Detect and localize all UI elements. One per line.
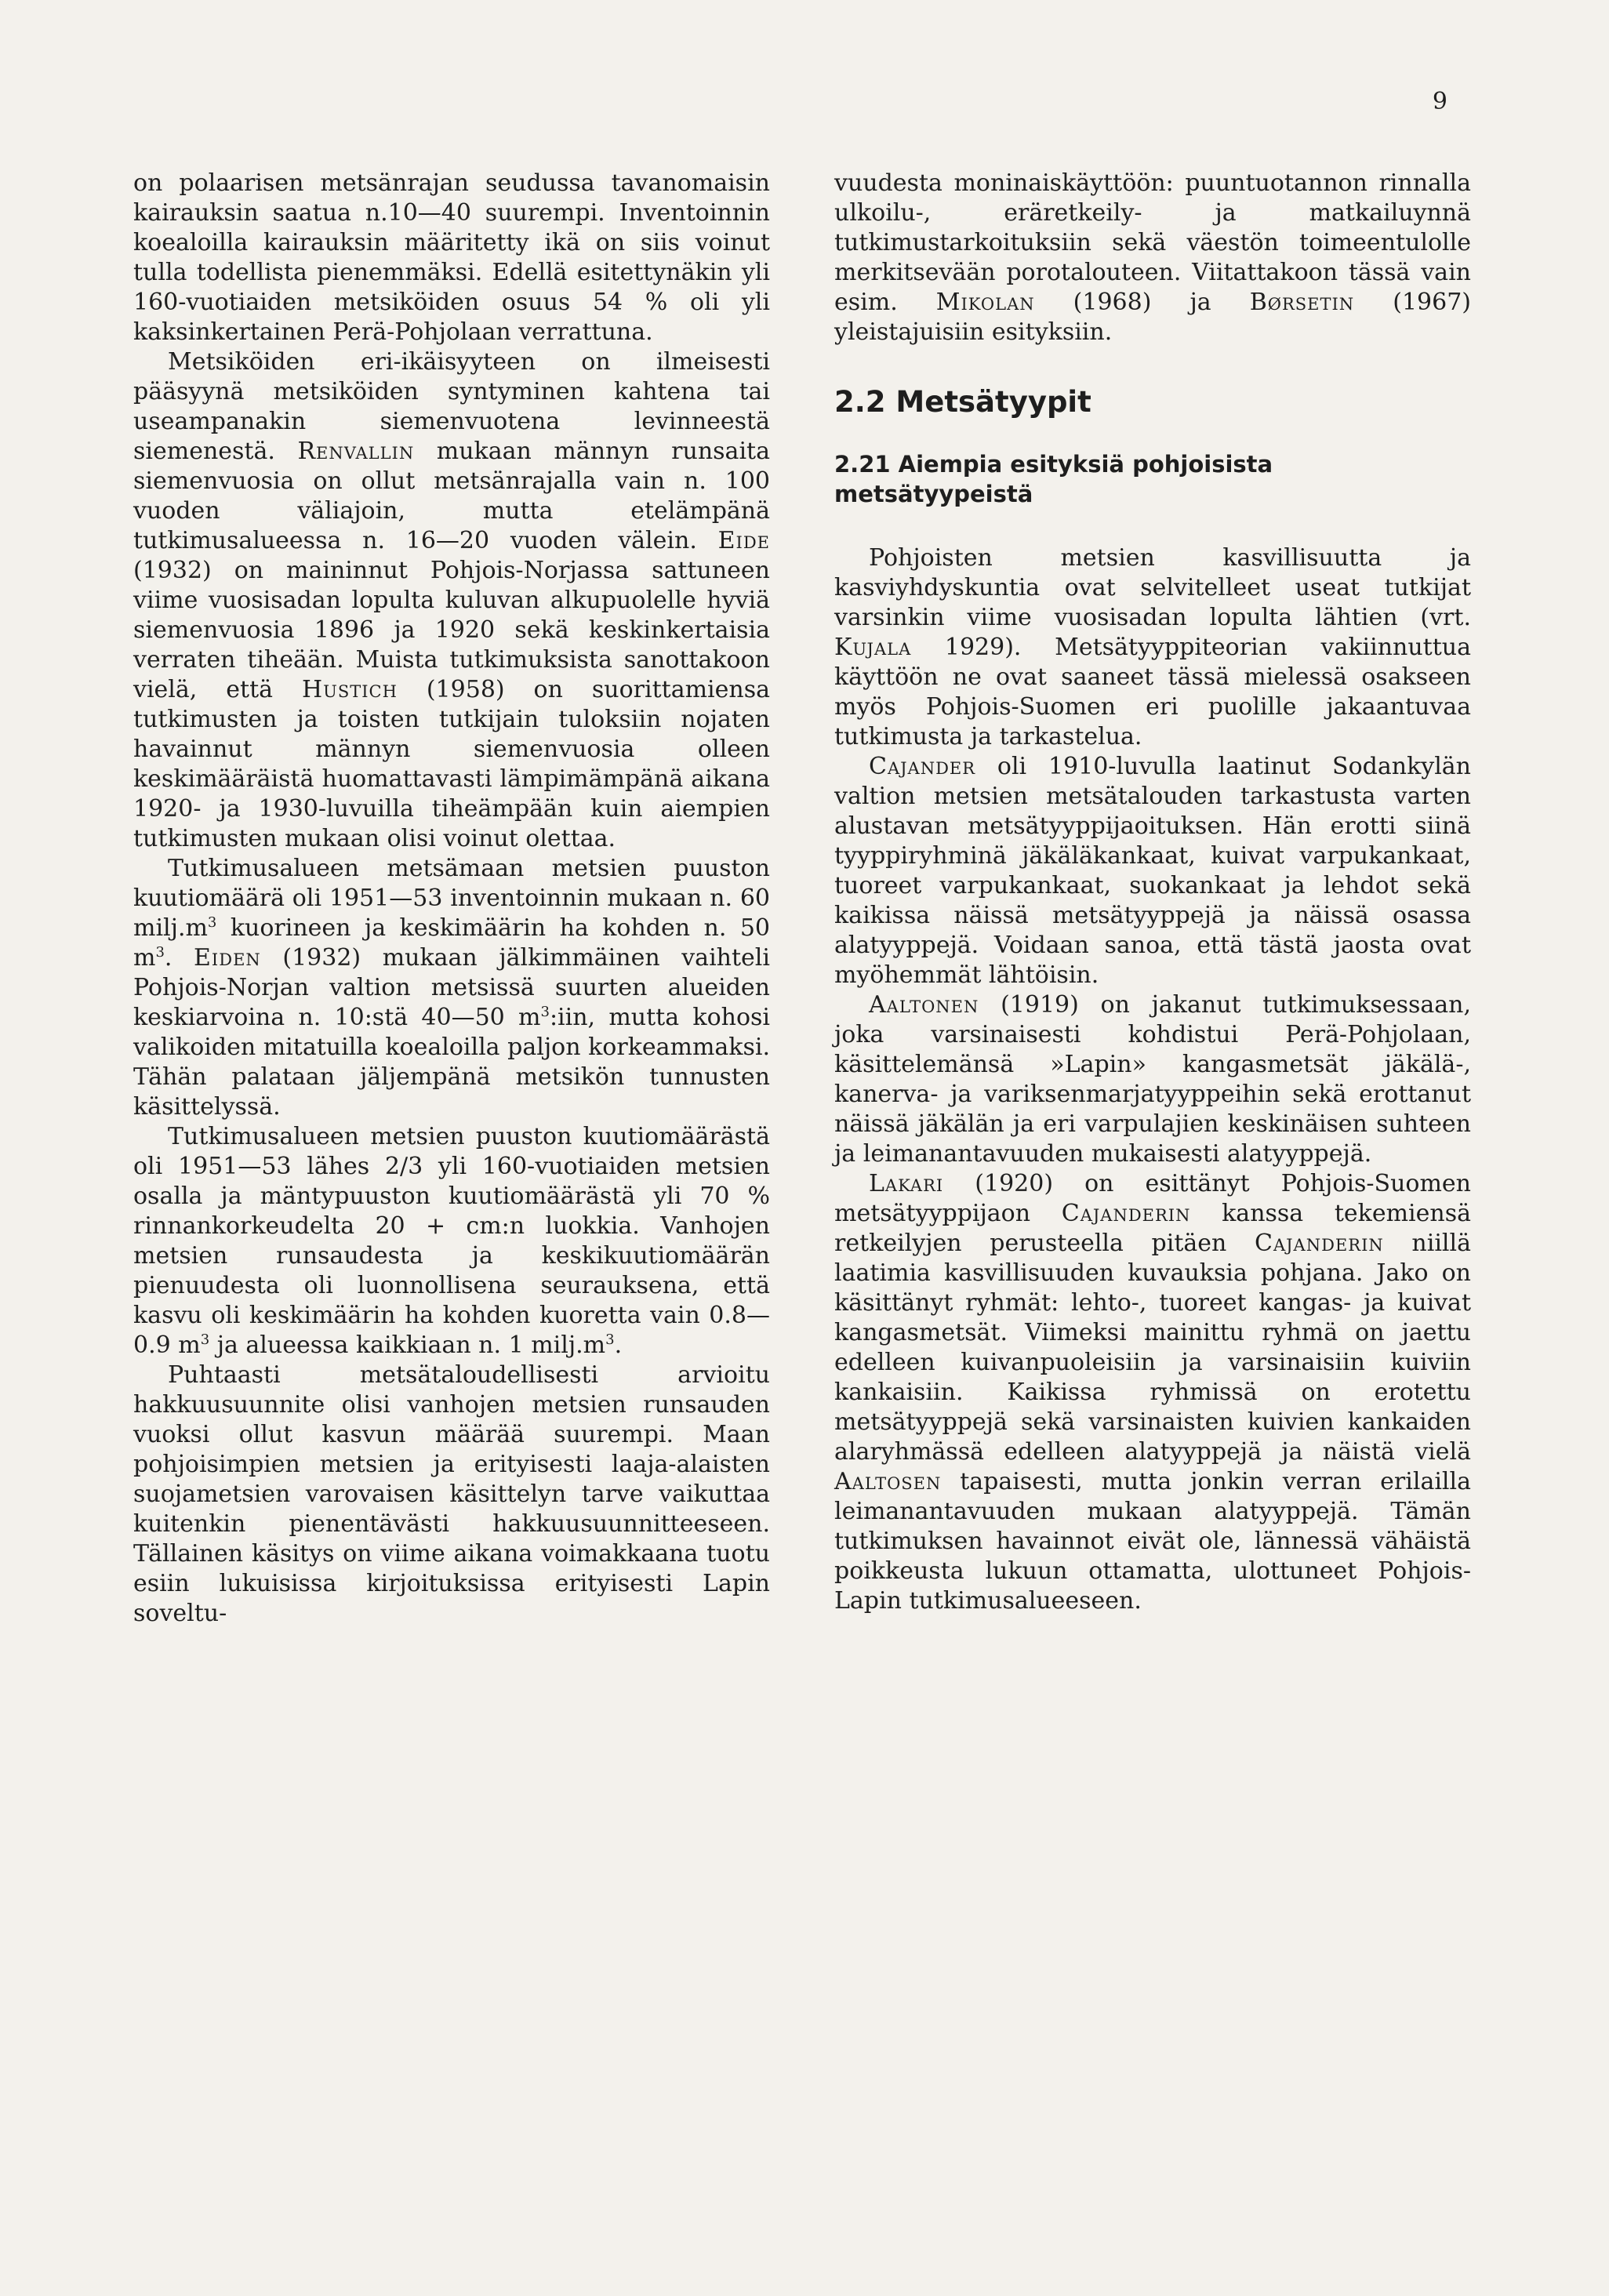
page-number: 9 (1432, 88, 1448, 115)
text-run: niillä laatimia kasvillisuuden kuvauksia pohjana. Jako on käsittänyt ryhmät: lehto-, tuoreet kangas- ja kuivat kangasmetsät. Viimeksi mainittu ryhmä on jaettu edelleen kuivanpuoleisiin ja varsinaisiin kuiviin kankaisiin. Kaikissa ryhmissä on erotettu metsätyyppejä sekä varsinaisten kuivien kankaiden alaryhmässä edelleen alatyyppejä ja näistä vielä (834, 1230, 1471, 1466)
superscript: 3 (540, 1004, 550, 1020)
author-name: Cajanderin (1255, 1230, 1384, 1257)
text-run: kanssa tekemiensä retkeilyjen perusteella pitäen (834, 1200, 1471, 1257)
author-name: Aaltosen (834, 1468, 942, 1495)
text-run: (1968) ja (1034, 289, 1250, 316)
text-run: (1932) on maininnut Pohjois-Norjassa sattuneen viime vuosisadan lopulta kuluvan alkupuolelle hyviä siemenvuosia 1896 ja 1920 sekä keskinkertaisia verraten tiheään. Muista tutkimuksista sanottakoon vielä, että (133, 557, 770, 703)
paragraph (133, 347, 770, 854)
text-run: . (164, 944, 194, 972)
text-run: on polaarisen metsänrajan seudussa tavanomaisin kairauksin saatua n.10—40 suurempi. Inventoinnin koealoilla kairauksin määritetty ikä on siis voinut tulla todellista pienemmäksi. Edellä esitettynäkin yli 160-vuotiaiden metsiköiden osuus 54 % oli yli kaksinkertainen Perä-Pohjolaan verrattuna. (133, 169, 770, 346)
paragraph (133, 1122, 770, 1361)
text-run: (1958) on suorittamiensa tutkimusten ja toisten tutkijain tuloksiin nojaten havainnut männyn siemenvuosia olleen keskimääräistä huomattavasti lämpimämpänä aikana 1920- ja 1930-luvuilla tiheämpään kuin aiempien tutkimusten mukaan olisi voinut olettaa. (133, 676, 771, 852)
paragraph (834, 1169, 1471, 1616)
text-run: ja alueessa kaikkiaan n. 1 milj.m (209, 1331, 606, 1359)
right-column-bottom-text (834, 543, 1471, 1616)
text-run: Pohjoisten metsien kasvillisuutta ja kasviyhdyskuntia ovat selvitelleet useat tutkijat varsinkin viime vuosisadan lopulta lähtien (vrt. (834, 544, 1471, 631)
text-run: kuorineen ja keskimäärin ha kohden n. 50 m (133, 914, 770, 972)
text-run: Tutkimusalueen metsien puuston kuutiomäärästä oli 1951—53 lähes 2/3 yli 160-vuotiaiden metsien osalla ja mäntypuuston kuutiomäärästä yli 70 % rinnankorkeudelta 20 + cm:n luokkia. Vanhojen metsien runsaudesta ja keskikuutiomäärän pienuudesta oli luonnollisena seurauksena, että kasvu oli keskimäärin ha kohden kuoretta vain 0.8—0.9 m (133, 1123, 770, 1359)
author-name: Cajanderin (1061, 1200, 1191, 1227)
text-run: (1932) mukaan jälkimmäinen vaihteli Pohjois-Norjan valtion metsissä suurten alueiden keskiarvoina n. 10:stä 40—50 m (133, 944, 770, 1031)
subsection-heading: 2.21 Aiempia esityksiä pohjoisista metsätyypeistä (834, 451, 1273, 507)
text-run: Tutkimusalueen metsämaan metsien puuston kuutiomäärä oli 1951—53 inventoinnin mukaan n. 60 milj.m (133, 855, 770, 942)
author-name: Aaltonen (869, 991, 979, 1019)
right-column-top-text (834, 169, 1471, 347)
right-column (834, 169, 1471, 1616)
author-name: Hustich (301, 676, 398, 703)
paragraph (133, 1361, 770, 1629)
paragraph (834, 990, 1471, 1169)
superscript: 3 (605, 1331, 615, 1348)
paragraph (133, 169, 770, 347)
paragraph (834, 169, 1471, 347)
author-name: Cajander (869, 753, 976, 780)
text-run: (1920) on esittänyt Pohjois-Suomen metsätyyppijaon (834, 1170, 1471, 1227)
author-name: Børsetin (1249, 289, 1355, 316)
author-name: Lakari (869, 1170, 944, 1197)
author-name: Kujala (834, 634, 912, 661)
author-name: Renvallin (297, 438, 415, 465)
text-run: tapaisesti, mutta jonkin verran erilailla leimanantavuuden mukaan alatyyppejä. Tämän tutkimuksen havainnot eivät ole, lännessä vähäistä poikkeusta lukuun ottamatta, ulottuneet Pohjois-Lapin tutkimusalueeseen. (834, 1468, 1471, 1615)
text-run: :iin, mutta kohosi valikoiden mitatuilla koealoilla paljon korkeammaksi. Tähän palataan jäljempänä metsikön tunnusten käsittelyssä. (133, 1004, 771, 1121)
text-run: . (614, 1331, 623, 1359)
text-run: mukaan männyn runsaita siemenvuosia on ollut metsänrajalla vain n. 100 vuoden väliajoin, mutta etelämpänä tutkimusalueessa n. 16—20 vuoden välein. (133, 438, 770, 554)
author-name: Eiden (194, 944, 261, 972)
paragraph (133, 854, 770, 1122)
author-name: Mikolan (935, 289, 1035, 316)
text-run: (1967) yleistajuisiin esityksiin. (834, 289, 1471, 346)
author-name: Eide (717, 527, 770, 554)
superscript: 3 (200, 1331, 210, 1348)
section-heading: 2.2 Metsätyypit (834, 385, 1091, 419)
paragraph (834, 752, 1471, 990)
left-column (133, 169, 770, 1629)
text-run: Puhtaasti metsätaloudellisesti arvioitu hakkuusuunnite olisi vanhojen metsien runsauden vuoksi ollut kasvun määrää suurempi. Maan pohjoisimpien metsien ja erityisesti laaja-alaisten suojametsien varovaisen käsittelyn tarve vaikuttaa kuitenkin pienentävästi hakkuusuunnitteeseen. Tällainen käsitys on viime aikana voimakkaana tuotu esiin lukuisissa kirjoituksissa erityisesti Lapin soveltu- (133, 1361, 770, 1627)
paragraph (834, 543, 1471, 752)
text-run: (1919) on jakanut tutkimuksessaan, joka varsinaisesti kohdistui Perä-Pohjolaan, käsittelemänsä »Lapin» kangasmetsät jäkälä-, kanerva- ja variksenmarjatyyppeihin sekä erottanut näissä jäkälän ja eri varpulajien keskinäisen suhteen ja leimanantavuuden mukaisesti alatyyppejä. (834, 991, 1471, 1168)
text-run: Metsiköiden eri-ikäisyyteen on ilmeisesti pääsyynä metsiköiden syntyminen kahtena tai useampanakin siemenvuotena levinneestä siemenestä. (133, 348, 770, 465)
text-run: 1929). Metsätyyppiteorian vakiinnuttua käyttöön ne ovat saaneet tässä mielessä osakseen myös Pohjois-Suomen eri puolille jakaantuvaa tutkimusta ja tarkastelua. (834, 634, 1471, 750)
text-run: oli 1910-luvulla laatinut Sodankylän valtion metsien metsätalouden tarkastusta varten alustavan metsätyyppijaoituksen. Hän erotti siinä tyyppiryhminä jäkäläkankaat, kuivat varpukankaat, tuoreet varpukankaat, suokankaat ja lehdot sekä kaikissa näissä metsätyyppejä ja näissä osassa alatyyppejä. Voidaan sanoa, että tästä jaosta ovat myöhemmät lähtöisin. (834, 753, 1471, 989)
superscript: 3 (207, 914, 217, 931)
superscript: 3 (155, 944, 165, 961)
text-run: vuudesta moninaiskäyttöön: puuntuotannon rinnalla ulkoilu-, eräretkeily- ja matkailuynnä tutkimustarkoituksiin sekä väestön toimeentulolle merkitsevään porotalouteen. Viitattakoon tässä vain esim. (834, 169, 1471, 316)
